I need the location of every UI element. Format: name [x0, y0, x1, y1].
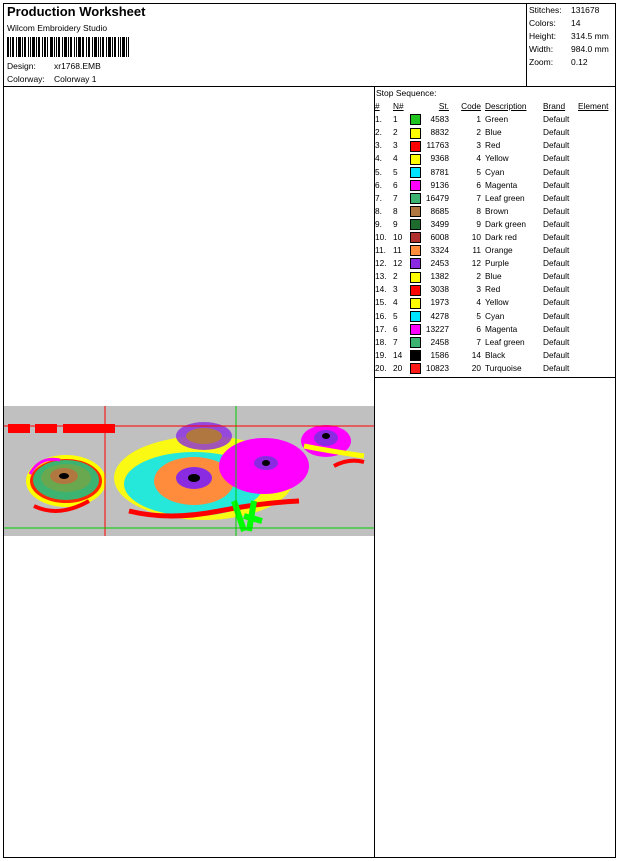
- stat-label: Width:: [529, 44, 554, 54]
- element: [578, 152, 608, 165]
- thread-brand: Default: [543, 114, 570, 125]
- needle-number: 7: [393, 336, 398, 347]
- stat-label: Colors:: [529, 18, 556, 28]
- color-swatch: [408, 270, 422, 283]
- stop-sequence-table: [375, 100, 608, 375]
- software-name: Wilcom Embroidery Studio: [7, 23, 108, 33]
- stitch-count: 1382: [430, 271, 449, 282]
- thread-color-swatch: [410, 324, 421, 335]
- color-description: Blue: [485, 127, 502, 138]
- table-row: [375, 205, 608, 218]
- element: [578, 113, 608, 126]
- stitch-count: 13227: [425, 323, 449, 334]
- needle-number: 5: [393, 310, 398, 321]
- thread-brand: Default: [543, 323, 570, 334]
- needle-number: 4: [393, 153, 398, 164]
- needle-number: 1: [393, 114, 398, 125]
- color-description: Purple: [485, 258, 509, 269]
- color-description: Magenta: [485, 323, 518, 334]
- needle-number: 12: [393, 258, 403, 269]
- stop-sequence-title: Stop Sequence:: [376, 88, 437, 98]
- color-description: Cyan: [485, 166, 505, 177]
- stitch-count: 8685: [430, 205, 449, 216]
- element: [578, 257, 608, 270]
- color-code: 14: [471, 349, 481, 360]
- stat-value: 0.12: [571, 57, 588, 67]
- stat-zoom: [529, 57, 588, 67]
- colorway-label: Colorway:: [7, 74, 45, 84]
- row-number: 6.: [375, 179, 382, 190]
- color-code: 8: [476, 205, 481, 216]
- row-number: 1.: [375, 114, 382, 125]
- stitch-count: 9368: [430, 153, 449, 164]
- color-code: 20: [471, 362, 481, 373]
- row-number: 11.: [375, 245, 386, 256]
- element: [578, 126, 608, 139]
- stitch-count: 2458: [430, 336, 449, 347]
- thread-brand: Default: [543, 153, 570, 164]
- thread-color-swatch: [410, 114, 421, 125]
- color-description: Red: [485, 284, 501, 295]
- row-number: 8.: [375, 205, 382, 216]
- thread-brand: Default: [543, 166, 570, 177]
- color-description: Dark red: [485, 231, 517, 242]
- needle-number: 4: [393, 297, 398, 308]
- stat-value: 984.0 mm: [571, 44, 609, 54]
- stitch-count: 8781: [430, 166, 449, 177]
- col-header-number: #: [375, 101, 380, 112]
- col-header-needle: N#: [393, 101, 404, 112]
- color-code: 3: [476, 140, 481, 151]
- table-header-row: [375, 100, 608, 113]
- element: [578, 192, 608, 205]
- row-number: 16.: [375, 310, 387, 321]
- element: [578, 244, 608, 257]
- color-swatch: [408, 231, 422, 244]
- row-number: 10.: [375, 231, 387, 242]
- stitch-count: 2453: [430, 258, 449, 269]
- row-number: 5.: [375, 166, 382, 177]
- color-code: 1: [476, 114, 481, 125]
- color-description: Leaf green: [485, 336, 525, 347]
- thread-color-swatch: [410, 311, 421, 322]
- stat-label: Stitches:: [529, 5, 562, 15]
- needle-number: 14: [393, 349, 403, 360]
- row-number: 12.: [375, 258, 387, 269]
- thread-color-swatch: [410, 206, 421, 217]
- color-description: Brown: [485, 205, 509, 216]
- table-row: [375, 296, 608, 309]
- table-row: [375, 270, 608, 283]
- color-swatch: [408, 205, 422, 218]
- element: [578, 362, 608, 375]
- table-row: [375, 113, 608, 126]
- color-description: Cyan: [485, 310, 505, 321]
- needle-number: 2: [393, 127, 398, 138]
- color-code: 2: [476, 271, 481, 282]
- stitch-count: 3324: [430, 245, 449, 256]
- stitch-count: 1973: [430, 297, 449, 308]
- stat-label: Zoom:: [529, 57, 554, 67]
- thread-brand: Default: [543, 140, 570, 151]
- needle-number: 20: [393, 362, 403, 373]
- color-code: 4: [476, 297, 481, 308]
- stitch-count: 9136: [430, 179, 449, 190]
- row-number: 7.: [375, 192, 382, 203]
- thread-brand: Default: [543, 245, 570, 256]
- col-header-code: Code: [461, 101, 481, 112]
- color-code: 3: [476, 284, 481, 295]
- barcode: [7, 37, 129, 57]
- needle-number: 10: [393, 231, 403, 242]
- thread-brand: Default: [543, 284, 570, 295]
- thread-brand: Default: [543, 349, 570, 360]
- color-swatch: [408, 179, 422, 192]
- row-number: 2.: [375, 127, 382, 138]
- color-code: 5: [476, 310, 481, 321]
- table-row: [375, 231, 608, 244]
- thread-color-swatch: [410, 258, 421, 269]
- color-code: 5: [476, 166, 481, 177]
- thread-brand: Default: [543, 127, 570, 138]
- element: [578, 218, 608, 231]
- thread-color-swatch: [410, 193, 421, 204]
- thread-color-swatch: [410, 245, 421, 256]
- stats-divider: [526, 3, 527, 87]
- thread-color-swatch: [410, 219, 421, 230]
- color-description: Dark green: [485, 218, 527, 229]
- color-swatch: [408, 336, 422, 349]
- thread-brand: Default: [543, 179, 570, 190]
- color-swatch: [408, 165, 422, 178]
- table-row: [375, 336, 608, 349]
- thread-color-swatch: [410, 272, 421, 283]
- col-header-swatch: [408, 100, 422, 113]
- element: [578, 336, 608, 349]
- thread-color-swatch: [410, 350, 421, 361]
- row-number: 14.: [375, 284, 387, 295]
- design-value: xr1768.EMB: [54, 61, 101, 71]
- color-description: Yellow: [485, 153, 509, 164]
- color-code: 7: [476, 336, 481, 347]
- stat-stitches: [529, 5, 599, 15]
- color-swatch: [408, 349, 422, 362]
- color-swatch: [408, 244, 422, 257]
- thread-brand: Default: [543, 258, 570, 269]
- thread-color-swatch: [410, 232, 421, 243]
- thread-brand: Default: [543, 205, 570, 216]
- col-header-element: Element: [578, 101, 609, 112]
- row-number: 9.: [375, 218, 382, 229]
- needle-number: 2: [393, 271, 398, 282]
- table-row: [375, 244, 608, 257]
- table-row: [375, 310, 608, 323]
- thread-color-swatch: [410, 167, 421, 178]
- stop-sequence-body: [375, 113, 608, 375]
- row-number: 19.: [375, 349, 387, 360]
- needle-number: 9: [393, 218, 398, 229]
- needle-number: 3: [393, 284, 398, 295]
- table-row: [375, 152, 608, 165]
- needle-number: 11: [393, 245, 402, 256]
- element: [578, 323, 608, 336]
- needle-number: 6: [393, 323, 398, 334]
- needle-number: 6: [393, 179, 398, 190]
- needle-number: 5: [393, 166, 398, 177]
- color-swatch: [408, 257, 422, 270]
- color-code: 6: [476, 179, 481, 190]
- table-row: [375, 362, 608, 375]
- stat-width: [529, 44, 609, 54]
- stat-height: [529, 31, 609, 41]
- color-code: 12: [471, 258, 481, 269]
- color-description: Orange: [485, 245, 513, 256]
- thread-brand: Default: [543, 271, 570, 282]
- table-row: [375, 126, 608, 139]
- element: [578, 310, 608, 323]
- element: [578, 231, 608, 244]
- stat-value: 314.5 mm: [571, 31, 609, 41]
- page-title: Production Worksheet: [7, 4, 146, 19]
- color-swatch: [408, 152, 422, 165]
- element: [578, 283, 608, 296]
- stat-value: 14: [571, 18, 581, 28]
- table-row: [375, 139, 608, 152]
- stitch-count: 3499: [430, 218, 449, 229]
- table-bottom-rule: [374, 377, 616, 378]
- table-row: [375, 179, 608, 192]
- color-swatch: [408, 126, 422, 139]
- needle-number: 3: [393, 140, 398, 151]
- row-number: 17.: [375, 323, 387, 334]
- color-swatch: [408, 296, 422, 309]
- element: [578, 270, 608, 283]
- color-code: 2: [476, 127, 481, 138]
- color-description: Magenta: [485, 179, 518, 190]
- stat-label: Height:: [529, 31, 556, 41]
- element: [578, 296, 608, 309]
- thread-color-swatch: [410, 363, 421, 374]
- color-description: Turquoise: [485, 362, 522, 373]
- stitch-count: 10823: [425, 362, 449, 373]
- color-code: 9: [476, 218, 481, 229]
- col-header-brand: Brand: [543, 101, 566, 112]
- thread-color-swatch: [410, 180, 421, 191]
- color-swatch: [408, 310, 422, 323]
- color-code: 6: [476, 323, 481, 334]
- stitch-count: 3038: [430, 284, 449, 295]
- stat-value: 131678: [571, 5, 600, 15]
- col-header-description: Description: [485, 101, 527, 112]
- thread-color-swatch: [410, 128, 421, 139]
- table-row: [375, 218, 608, 231]
- thread-color-swatch: [410, 141, 421, 152]
- thread-color-swatch: [410, 337, 421, 348]
- stitch-count: 4278: [430, 310, 449, 321]
- color-swatch: [408, 283, 422, 296]
- stitch-count: 6008: [430, 231, 449, 242]
- element: [578, 205, 608, 218]
- header-divider: [3, 86, 616, 87]
- color-swatch: [408, 192, 422, 205]
- embroidery-design-preview: [4, 406, 374, 536]
- stitch-count: 4583: [430, 114, 449, 125]
- row-number: 20.: [375, 362, 387, 373]
- element: [578, 179, 608, 192]
- needle-number: 7: [393, 192, 398, 203]
- table-row: [375, 323, 608, 336]
- thread-brand: Default: [543, 218, 570, 229]
- color-description: Yellow: [485, 297, 509, 308]
- color-description: Leaf green: [485, 192, 525, 203]
- colorway-value: Colorway 1: [54, 74, 97, 84]
- design-label: Design:: [7, 61, 36, 71]
- thread-brand: Default: [543, 231, 570, 242]
- thread-brand: Default: [543, 297, 570, 308]
- element: [578, 349, 608, 362]
- row-number: 13.: [375, 271, 387, 282]
- color-code: 4: [476, 153, 481, 164]
- color-code: 10: [471, 231, 481, 242]
- color-code: 7: [476, 192, 481, 203]
- table-row: [375, 283, 608, 296]
- row-number: 15.: [375, 297, 387, 308]
- element: [578, 165, 608, 178]
- thread-color-swatch: [410, 298, 421, 309]
- color-description: Black: [485, 349, 506, 360]
- needle-number: 8: [393, 205, 398, 216]
- thread-brand: Default: [543, 192, 570, 203]
- thread-color-swatch: [410, 154, 421, 165]
- table-row: [375, 192, 608, 205]
- col-header-stitches: St.: [438, 101, 449, 112]
- row-number: 3.: [375, 140, 382, 151]
- color-swatch: [408, 218, 422, 231]
- row-number: 4.: [375, 153, 382, 164]
- stitch-count: 16479: [425, 192, 449, 203]
- thread-brand: Default: [543, 336, 570, 347]
- table-row: [375, 165, 608, 178]
- color-swatch: [408, 362, 422, 375]
- color-swatch: [408, 323, 422, 336]
- stitch-count: 1586: [430, 349, 449, 360]
- stat-colors: [529, 18, 580, 28]
- color-swatch: [408, 139, 422, 152]
- row-number: 18.: [375, 336, 387, 347]
- color-description: Red: [485, 140, 501, 151]
- color-swatch: [408, 113, 422, 126]
- table-row: [375, 349, 608, 362]
- table-row: [375, 257, 608, 270]
- color-description: Blue: [485, 271, 502, 282]
- thread-brand: Default: [543, 310, 570, 321]
- element: [578, 139, 608, 152]
- thread-brand: Default: [543, 362, 570, 373]
- thread-color-swatch: [410, 285, 421, 296]
- color-description: Green: [485, 114, 509, 125]
- color-code: 11: [472, 245, 481, 256]
- stitch-count: 11763: [426, 140, 449, 151]
- stitch-count: 8832: [430, 127, 449, 138]
